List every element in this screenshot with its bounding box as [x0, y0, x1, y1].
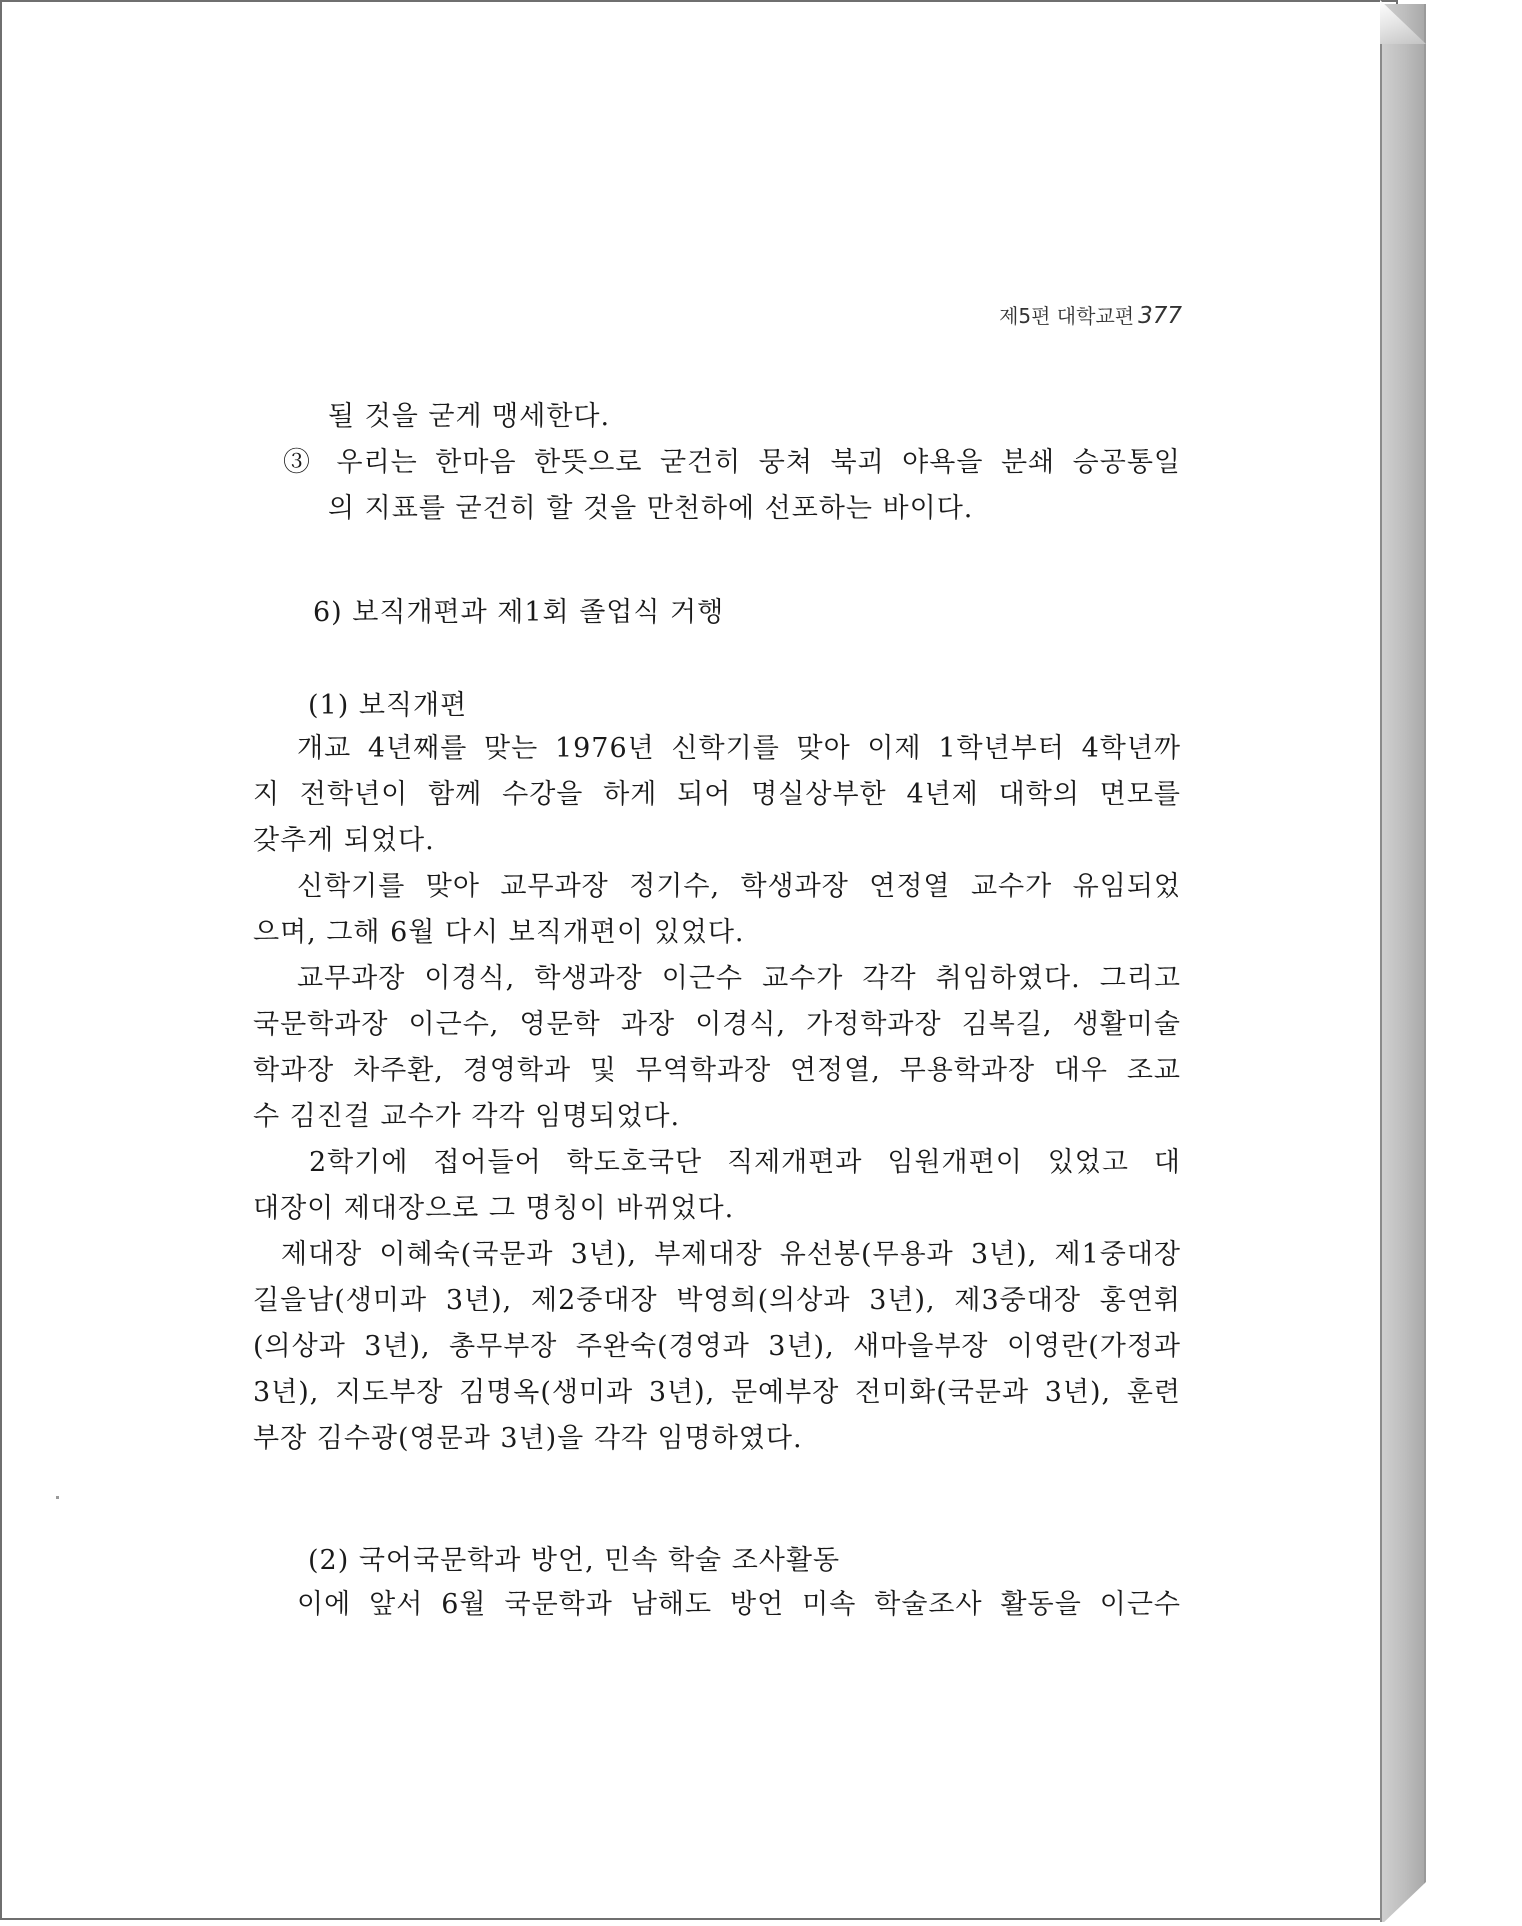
body-line: 국문학과장 이근수, 영문학 과장 이경식, 가정학과장 김복길, 생활미술 — [253, 1009, 1181, 1040]
body-line: 갖추게 되었다. — [253, 825, 435, 856]
body-line: 개교 4년째를 맞는 1976년 신학기를 맞아 이제 1학년부터 4학년까 — [297, 733, 1181, 764]
body-line: 제대장 이혜숙(국문과 3년), 부제대장 유선봉(무용과 3년), 제1중대장 — [281, 1239, 1181, 1270]
body-line: 교무과장 이경식, 학생과장 이근수 교수가 각각 취임하였다. 그리고 — [297, 963, 1181, 994]
header-section-title: 제5편 대학교편 — [999, 304, 1135, 328]
intro-paragraph — [253, 394, 1181, 532]
body-line: 2학기에 접어들어 학도호국단 직제개편과 임원개편이 있었고 대 — [309, 1147, 1181, 1178]
section-heading: 6) 보직개편과 제1회 졸업식 거행 — [313, 597, 725, 628]
intro-line: ③ 우리는 한마음 한뜻으로 굳건히 뭉쳐 북괴 야욕을 분쇄 승공통일 — [283, 447, 1181, 478]
intro-line: 의 지표를 굳건히 할 것을 만천하에 선포하는 바이다. — [328, 493, 974, 524]
body-line: 대장이 제대장으로 그 명칭이 바뀌었다. — [253, 1193, 735, 1224]
intro-line: 될 것을 굳게 맹세한다. — [328, 401, 611, 432]
body-line: 수 김진걸 교수가 각각 임명되었다. — [253, 1101, 681, 1132]
subsection-body — [253, 726, 1181, 1462]
subsection-heading: (2) 국어국문학과 방언, 민속 학술 조사활동 — [308, 1545, 841, 1576]
body-line: 이에 앞서 6월 국문학과 남해도 방언 미속 학술조사 활동을 이근수 — [297, 1589, 1181, 1620]
body-line: 학과장 차주환, 경영학과 및 무역학과장 연정열, 무용학과장 대우 조교 — [253, 1055, 1181, 1086]
body-line: 부장 김수광(영문과 3년)을 각각 임명하였다. — [253, 1423, 803, 1454]
page-stack-edge — [1380, 4, 1426, 1922]
page-number: 377 — [1138, 303, 1182, 329]
body-line: 으며, 그해 6월 다시 보직개편이 있었다. — [253, 917, 745, 948]
body-line: 신학기를 맞아 교무과장 정기수, 학생과장 연정열 교수가 유임되었 — [297, 871, 1181, 902]
body-line: 3년), 지도부장 김명옥(생미과 3년), 문예부장 전미화(국문과 3년), 훈련 — [253, 1377, 1181, 1408]
body-line: 지 전학년이 함께 수강을 하게 되어 명실상부한 4년제 대학의 면모를 — [253, 779, 1181, 810]
scan-speck — [56, 1496, 59, 1499]
subsection-body — [253, 1582, 1181, 1628]
body-line: 길을남(생미과 3년), 제2중대장 박영희(의상과 3년), 제3중대장 홍연휘 — [253, 1285, 1181, 1316]
running-header — [970, 300, 1182, 329]
subsection-heading: (1) 보직개편 — [308, 690, 468, 721]
body-line: (의상과 3년), 총무부장 주완숙(경영과 3년), 새마을부장 이영란(가정과 — [253, 1331, 1181, 1362]
